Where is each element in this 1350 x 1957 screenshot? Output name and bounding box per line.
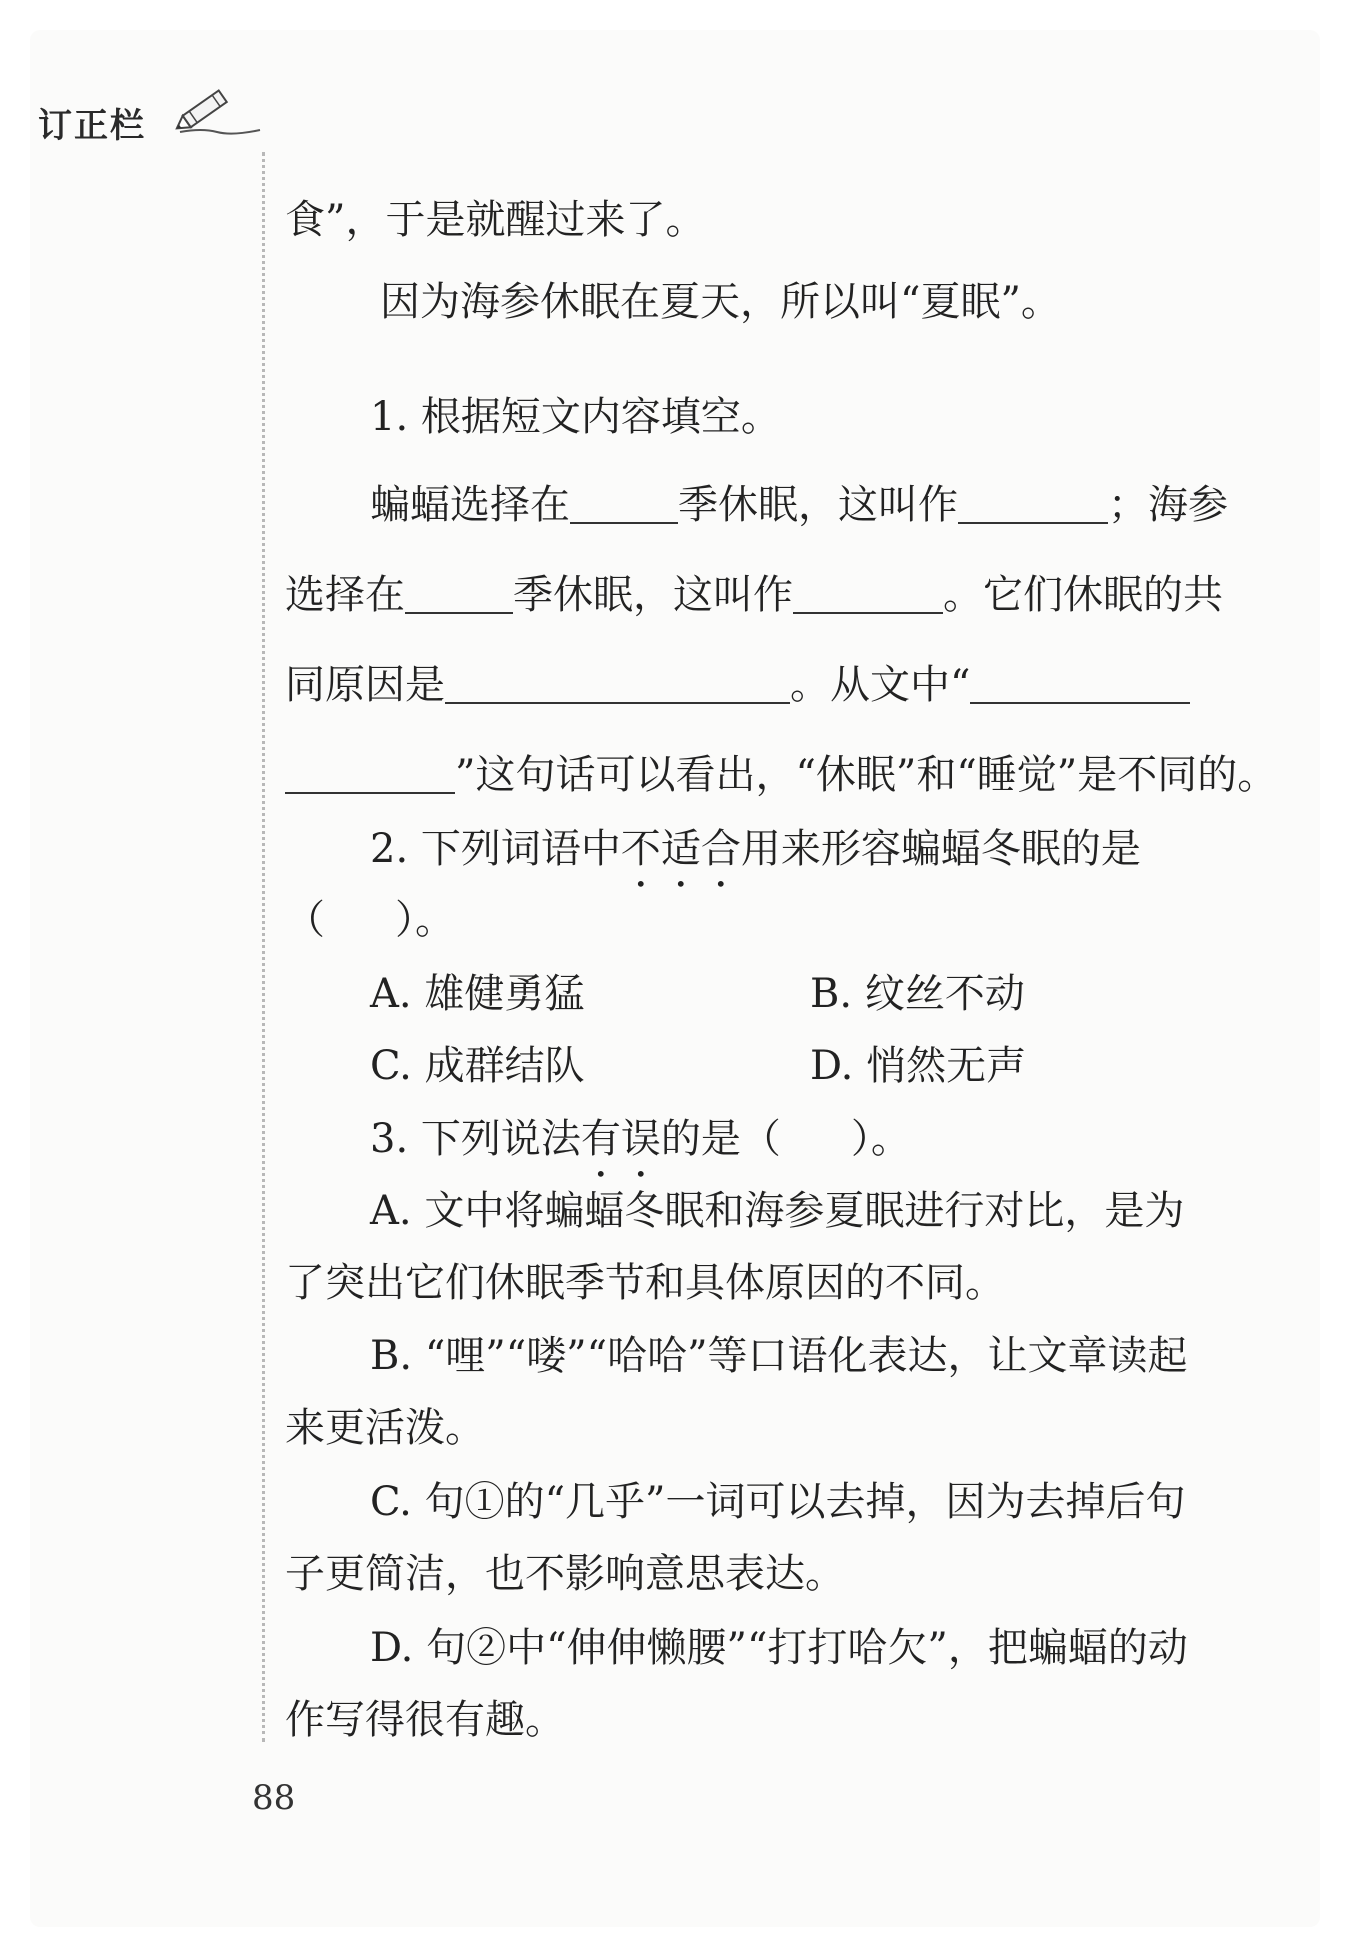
blank-quote-part-2[interactable] — [285, 754, 455, 794]
question-1-line-4: ”这句话可以看出，“休眠”和“睡觉”是不同的。 — [285, 751, 1277, 799]
blank-bat-term[interactable] — [958, 484, 1108, 524]
emphasis-incorrect: 有误 — [580, 1116, 661, 1162]
q3-option-a-line-2: 了突出它们休眠季节和具体原因的不同。 — [285, 1260, 1005, 1306]
blank-common-reason[interactable] — [445, 664, 790, 704]
question-1-line-1: 蝙蝠选择在 季休眠，这叫作 ；海参 — [370, 482, 1228, 528]
q2-option-b: B. 纹丝不动 — [810, 971, 1025, 1017]
question-2-stem: 2. 下列词语中不适合用来形容蝙蝠冬眠的是 — [370, 826, 1141, 872]
question-3-stem: 3. 下列说法有误的是（ ）。 — [370, 1116, 911, 1162]
question-1-line-2: 选择在 季休眠，这叫作 。它们休眠的共 — [285, 572, 1223, 618]
q3-option-c-line-2: 子更简洁，也不影响意思表达。 — [285, 1551, 845, 1597]
passage-line-1: 食”，于是就醒过来了。 — [285, 197, 706, 243]
question-1-line-3: 同原因是 。从文中“ — [285, 661, 1190, 709]
passage-line-2: 因为海参休眠在夏天，所以叫“夏眠”。 — [380, 279, 1061, 325]
q2-option-a: A. 雄健勇猛 — [370, 971, 585, 1017]
question-2-answer-parentheses: （ ）。 — [285, 897, 455, 943]
blank-quote-part-1[interactable] — [970, 664, 1190, 704]
question-1-label: 1. 根据短文内容填空。 — [370, 394, 781, 440]
q3-option-d-line-2: 作写得很有趣。 — [285, 1697, 565, 1743]
page-number: 88 — [252, 1778, 296, 1818]
blank-bat-season[interactable] — [570, 484, 678, 524]
pencil-icon — [172, 82, 262, 138]
q3-option-b-line-2: 来更活泼。 — [285, 1405, 485, 1451]
q3-option-d-line-1: D. 句②中“伸伸懒腰”“打打哈欠”，把蝙蝠的动 — [370, 1625, 1188, 1671]
margin-divider — [262, 152, 265, 1742]
q3-option-a-line-1: A. 文中将蝙蝠冬眠和海参夏眠进行对比，是为 — [370, 1188, 1185, 1234]
q3-option-c-line-1: C. 句①的“几乎”一词可以去掉，因为去掉后句 — [370, 1479, 1186, 1525]
q2-option-d: D. 悄然无声 — [810, 1043, 1027, 1089]
q3-option-b-line-1: B. “哩”“喽”“哈哈”等口语化表达，让文章读起 — [370, 1333, 1188, 1379]
emphasis-not-suitable: 不适合 — [620, 826, 741, 872]
correction-column-title: 订正栏 — [38, 106, 146, 146]
q2-option-c: C. 成群结队 — [370, 1043, 585, 1089]
blank-sea-cucumber-season[interactable] — [405, 574, 513, 614]
blank-sea-cucumber-term[interactable] — [793, 574, 943, 614]
